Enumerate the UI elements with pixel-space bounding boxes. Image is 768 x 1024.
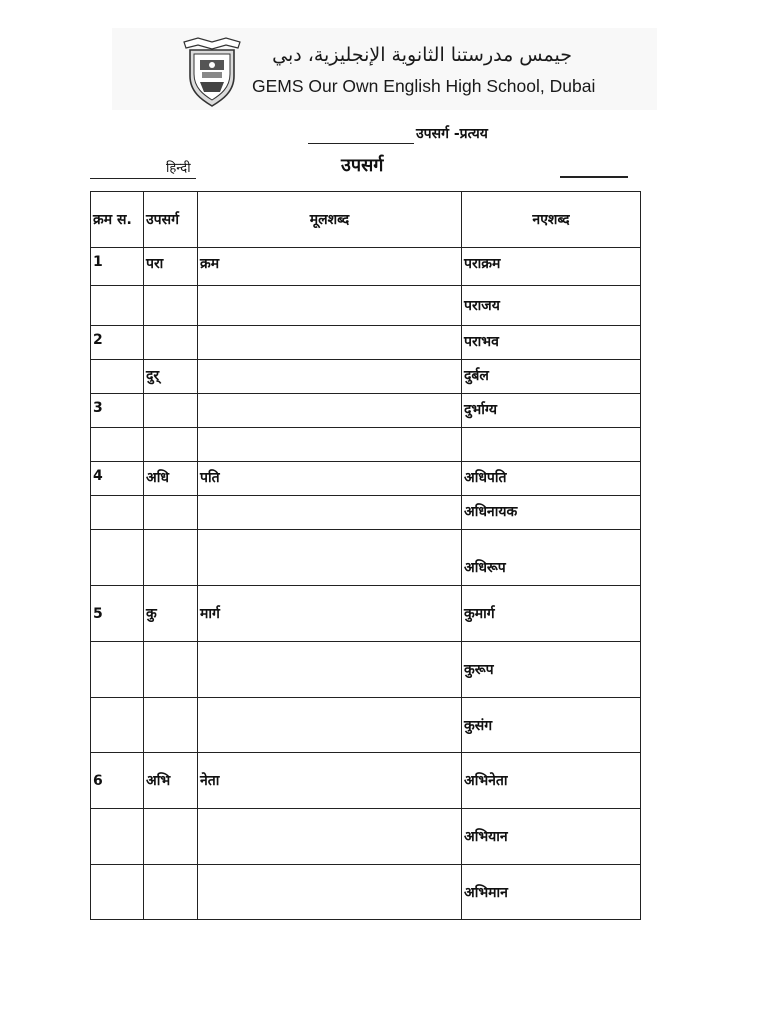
row-number: 3 [91, 394, 144, 428]
prefix-cell [144, 698, 198, 753]
prefix-cell [144, 394, 198, 428]
row-number [91, 809, 144, 865]
table-row [91, 326, 641, 360]
table-row [91, 248, 641, 286]
new-word-cell: अधिरूप [462, 530, 641, 586]
row-number: 1 [91, 248, 144, 286]
root-word-cell: क्रम [198, 248, 462, 286]
new-word-cell: दुर्बल [462, 360, 641, 394]
prefix-cell [144, 642, 198, 698]
topic-title: उपसर्ग -प्रत्यय [416, 126, 488, 142]
row-number [91, 642, 144, 698]
table-row [91, 586, 641, 642]
new-word-cell: पराभव [462, 326, 641, 360]
subject-label: हिन्दी [166, 161, 191, 176]
table-row [91, 642, 641, 698]
table-header-row [91, 192, 641, 248]
prefix-cell [144, 496, 198, 530]
new-word-cell: दुर्भाग्य [462, 394, 641, 428]
topic-blank [308, 129, 414, 144]
date-blank [560, 176, 628, 178]
table-row [91, 286, 641, 326]
table-row [91, 865, 641, 920]
table-row [91, 753, 641, 809]
table-row [91, 428, 641, 462]
row-number [91, 865, 144, 920]
prefix-cell: दुर् [144, 360, 198, 394]
prefix-cell [144, 428, 198, 462]
column-header: नएशब्द [462, 192, 641, 248]
column-header: उपसर्ग [144, 192, 198, 248]
root-word-cell [198, 865, 462, 920]
topic-line [308, 124, 488, 144]
root-word-cell: मार्ग [198, 586, 462, 642]
prefix-cell [144, 530, 198, 586]
prefix-cell: परा [144, 248, 198, 286]
school-name-arabic: جيمس مدرستنا الثانوية الإنجليزية، دبي [272, 44, 572, 66]
root-word-cell: पति [198, 462, 462, 496]
root-word-cell [198, 360, 462, 394]
row-number [91, 530, 144, 586]
new-word-cell: कुमार्ग [462, 586, 641, 642]
school-name-english: GEMS Our Own English High School, Dubai [252, 76, 596, 96]
new-word-cell: अभिमान [462, 865, 641, 920]
root-word-cell [198, 809, 462, 865]
new-word-cell: अधिपति [462, 462, 641, 496]
row-number: 6 [91, 753, 144, 809]
new-word-cell: अधिनायक [462, 496, 641, 530]
table-row [91, 530, 641, 586]
table-row [91, 496, 641, 530]
row-number [91, 698, 144, 753]
table-row [91, 360, 641, 394]
school-crest-icon [180, 36, 244, 108]
row-number [91, 360, 144, 394]
page-title: उपसर्ग [341, 155, 384, 176]
root-word-cell [198, 642, 462, 698]
new-word-cell: अभियान [462, 809, 641, 865]
table-row [91, 394, 641, 428]
table-row [91, 809, 641, 865]
new-word-cell: कुरूप [462, 642, 641, 698]
root-word-cell: नेता [198, 753, 462, 809]
table-row [91, 462, 641, 496]
prefix-cell [144, 809, 198, 865]
table-row [91, 698, 641, 753]
root-word-cell [198, 698, 462, 753]
column-header: क्रम स. [91, 192, 144, 248]
row-number [91, 496, 144, 530]
root-word-cell [198, 394, 462, 428]
new-word-cell: पराक्रम [462, 248, 641, 286]
new-word-cell: कुसंग [462, 698, 641, 753]
prefix-cell: अधि [144, 462, 198, 496]
prefix-cell: कु [144, 586, 198, 642]
root-word-cell [198, 428, 462, 462]
root-word-cell [198, 530, 462, 586]
row-number: 5 [91, 586, 144, 642]
prefix-table [90, 191, 641, 920]
row-number: 2 [91, 326, 144, 360]
row-number: 4 [91, 462, 144, 496]
prefix-cell: अभि [144, 753, 198, 809]
column-header: मूलशब्द [198, 192, 462, 248]
row-number [91, 428, 144, 462]
root-word-cell [198, 326, 462, 360]
new-word-cell [462, 428, 641, 462]
prefix-cell [144, 326, 198, 360]
root-word-cell [198, 286, 462, 326]
new-word-cell: अभिनेता [462, 753, 641, 809]
prefix-cell [144, 286, 198, 326]
root-word-cell [198, 496, 462, 530]
row-number [91, 286, 144, 326]
new-word-cell: पराजय [462, 286, 641, 326]
prefix-cell [144, 865, 198, 920]
